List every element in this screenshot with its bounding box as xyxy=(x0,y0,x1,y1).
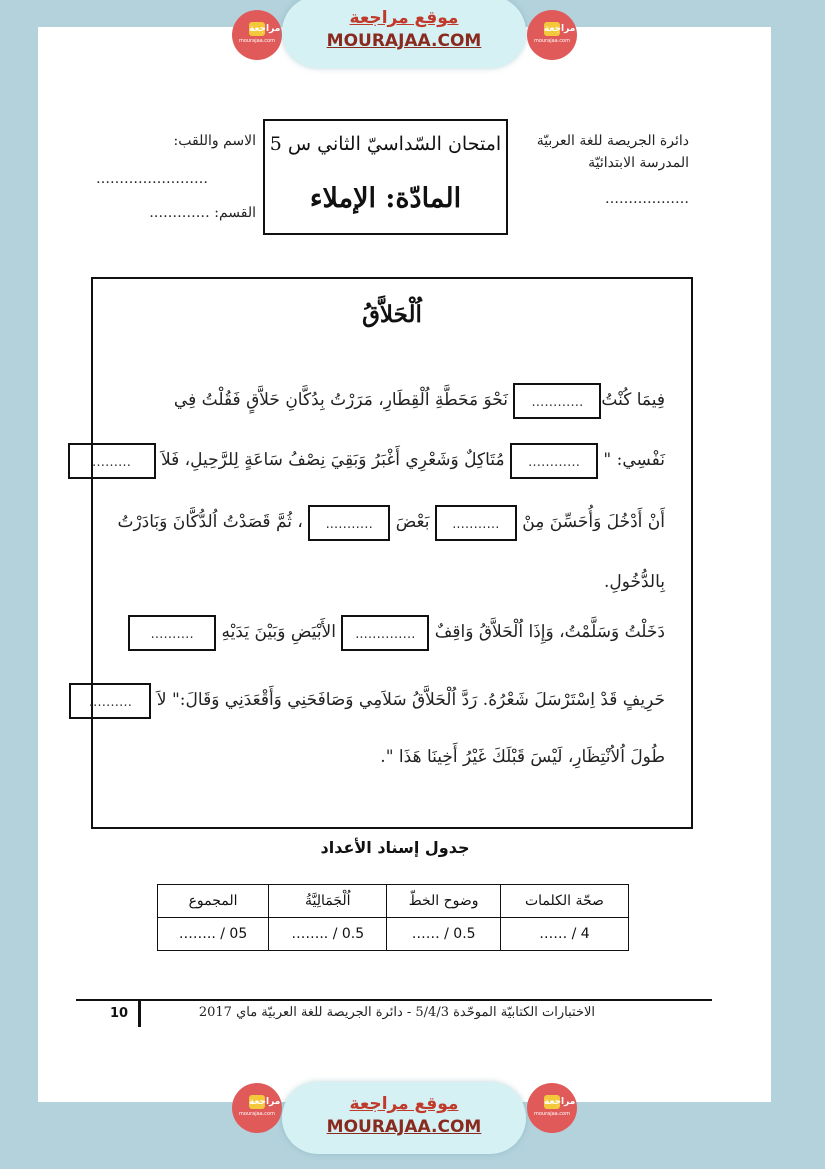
logo-caption: mourajaa.com xyxy=(238,1111,275,1117)
passage-title: اُلْحَلاَّقُ xyxy=(362,301,422,328)
site-logo xyxy=(527,1083,577,1133)
answer-blank[interactable]: ………. xyxy=(69,683,151,719)
site-logo xyxy=(527,10,577,60)
name-dots: …………………… xyxy=(96,171,208,187)
answer-blank[interactable]: ………. xyxy=(128,615,216,651)
dictation-box xyxy=(88,277,693,829)
score-cell[interactable]: …….. / 0.5 xyxy=(269,918,387,951)
school-label: المدرسة الابتدائيّة xyxy=(588,155,689,171)
grading-table xyxy=(157,884,629,951)
text-segment: دَخَلْتُ وَسَلَّمْتُ، وَإِذَا اُلْحَلاَّقُ وَاقِفٌ xyxy=(434,622,665,642)
school-dots: ……………… xyxy=(605,191,689,207)
table-row xyxy=(158,918,629,951)
footer-divider-mark xyxy=(138,999,141,1027)
page-number: 10 xyxy=(110,1006,129,1021)
footer-text: الاختبارات الكتابيّة الموحّدة 5/4/3 - دائرة الجريصة للغة العربيّة ماي 2017 xyxy=(198,1005,595,1020)
region-label: دائرة الجريصة للغة العربيّة xyxy=(536,133,689,149)
footer-divider xyxy=(76,999,712,1001)
banner-latin-text[interactable]: MOURAJAA.COM xyxy=(326,31,482,51)
logo-caption: mourajaa.com xyxy=(533,1111,570,1117)
passage-line xyxy=(92,440,665,480)
logo-caption: mourajaa.com xyxy=(238,38,275,44)
answer-blank[interactable]: ………… xyxy=(510,443,598,479)
site-banner-bottom[interactable] xyxy=(282,1082,526,1154)
table-row xyxy=(158,885,629,918)
name-label: الاسم واللقب: xyxy=(173,133,256,149)
banner-latin-text[interactable]: MOURAJAA.COM xyxy=(326,1117,482,1137)
answer-blank[interactable]: ……….. xyxy=(308,505,390,541)
passage-line xyxy=(117,612,665,652)
class-label: القسم: …………. xyxy=(149,205,256,221)
table-header-cell: اُلْجَمَالِيَّةُ xyxy=(269,885,387,918)
table-header-cell: المجموع xyxy=(158,885,269,918)
answer-blank[interactable]: ………… xyxy=(513,383,601,419)
text-segment: نَفْسِي: " xyxy=(603,450,665,470)
text-segment: بِالدُّخُولِ. xyxy=(603,572,665,592)
site-logo xyxy=(232,1083,282,1133)
banner-arabic-text[interactable]: موقع مراجعة xyxy=(349,1094,459,1114)
answer-blank[interactable]: ………….. xyxy=(341,615,429,651)
passage-line xyxy=(117,380,665,420)
header-school-info xyxy=(489,130,689,210)
subject-title: المادّة: الإملاء xyxy=(309,183,462,214)
grading-table-title: جدول إسناد الأعداد xyxy=(320,838,470,857)
text-segment: ، ثُمَّ قَصَدْتُ اُلدُّكَّانَ وَبَادَرْتُ xyxy=(117,512,303,532)
exam-title-box xyxy=(263,119,508,235)
logo-glyph: مراجعة xyxy=(544,1097,576,1107)
passage-line xyxy=(88,680,665,720)
text-segment: طُولَ اُلاُنْتِظَارِ، لَيْسَ قَبْلَكَ غَيْرُ أَخِينَا هَذَا ". xyxy=(380,747,665,767)
score-cell[interactable]: …….. / 05 xyxy=(158,918,269,951)
answer-blank[interactable]: ……… xyxy=(68,443,156,479)
passage-line xyxy=(117,737,665,777)
score-cell[interactable]: …… / 4 xyxy=(500,918,628,951)
table-header-cell: صحّة الكلمات xyxy=(500,885,628,918)
table-header-cell: وضوح الخطّ xyxy=(387,885,501,918)
site-logo xyxy=(232,10,282,60)
logo-glyph: مراجعة xyxy=(249,1097,281,1107)
text-segment: مُتَاكِلٌ وَشَعْرِي أَغْبَرُ وَبَقِيَ نِصْفُ سَاعَةٍ لِلرَّحِيلِ، فَلاَ xyxy=(160,450,505,470)
site-banner-top[interactable] xyxy=(282,0,526,68)
text-segment: بَعْضَ xyxy=(395,512,430,532)
logo-glyph: مراجعة xyxy=(249,24,281,34)
score-cell[interactable]: …… / 0.5 xyxy=(387,918,501,951)
text-segment: نَحْوَ مَحَطَّةِ اُلْقِطَارِ، مَرَرْتُ بِدُكَّانِ حَلاَّقٍ فَقُلْتُ فِي xyxy=(173,390,508,410)
logo-caption: mourajaa.com xyxy=(533,38,570,44)
logo-glyph: مراجعة xyxy=(544,24,576,34)
banner-arabic-text[interactable]: موقع مراجعة xyxy=(349,8,459,28)
text-segment: الأَبْيَضِ وَبَيْنَ يَدَيْهِ xyxy=(221,622,336,642)
exam-title: امتحان السّداسيّ الثاني س 5 xyxy=(269,133,502,155)
text-segment: أَنْ أَدْخُلَ وَأُحَسِّنَ مِنْ xyxy=(522,512,665,532)
answer-blank[interactable]: ……….. xyxy=(435,505,517,541)
text-segment: حَرِيفٍ قَدْ اِسْتَرْسَلَ شَعْرُهُ. رَدَّ اُلْحَلاَّقُ سَلاَمِي وَصَافَحَنِي وَأَقْعَدَنِي وَقَالَ:" لاَ xyxy=(156,690,665,710)
passage-line xyxy=(117,502,665,542)
text-segment: فِيمَا كُنْتُ xyxy=(601,390,665,410)
passage-line xyxy=(117,562,665,602)
